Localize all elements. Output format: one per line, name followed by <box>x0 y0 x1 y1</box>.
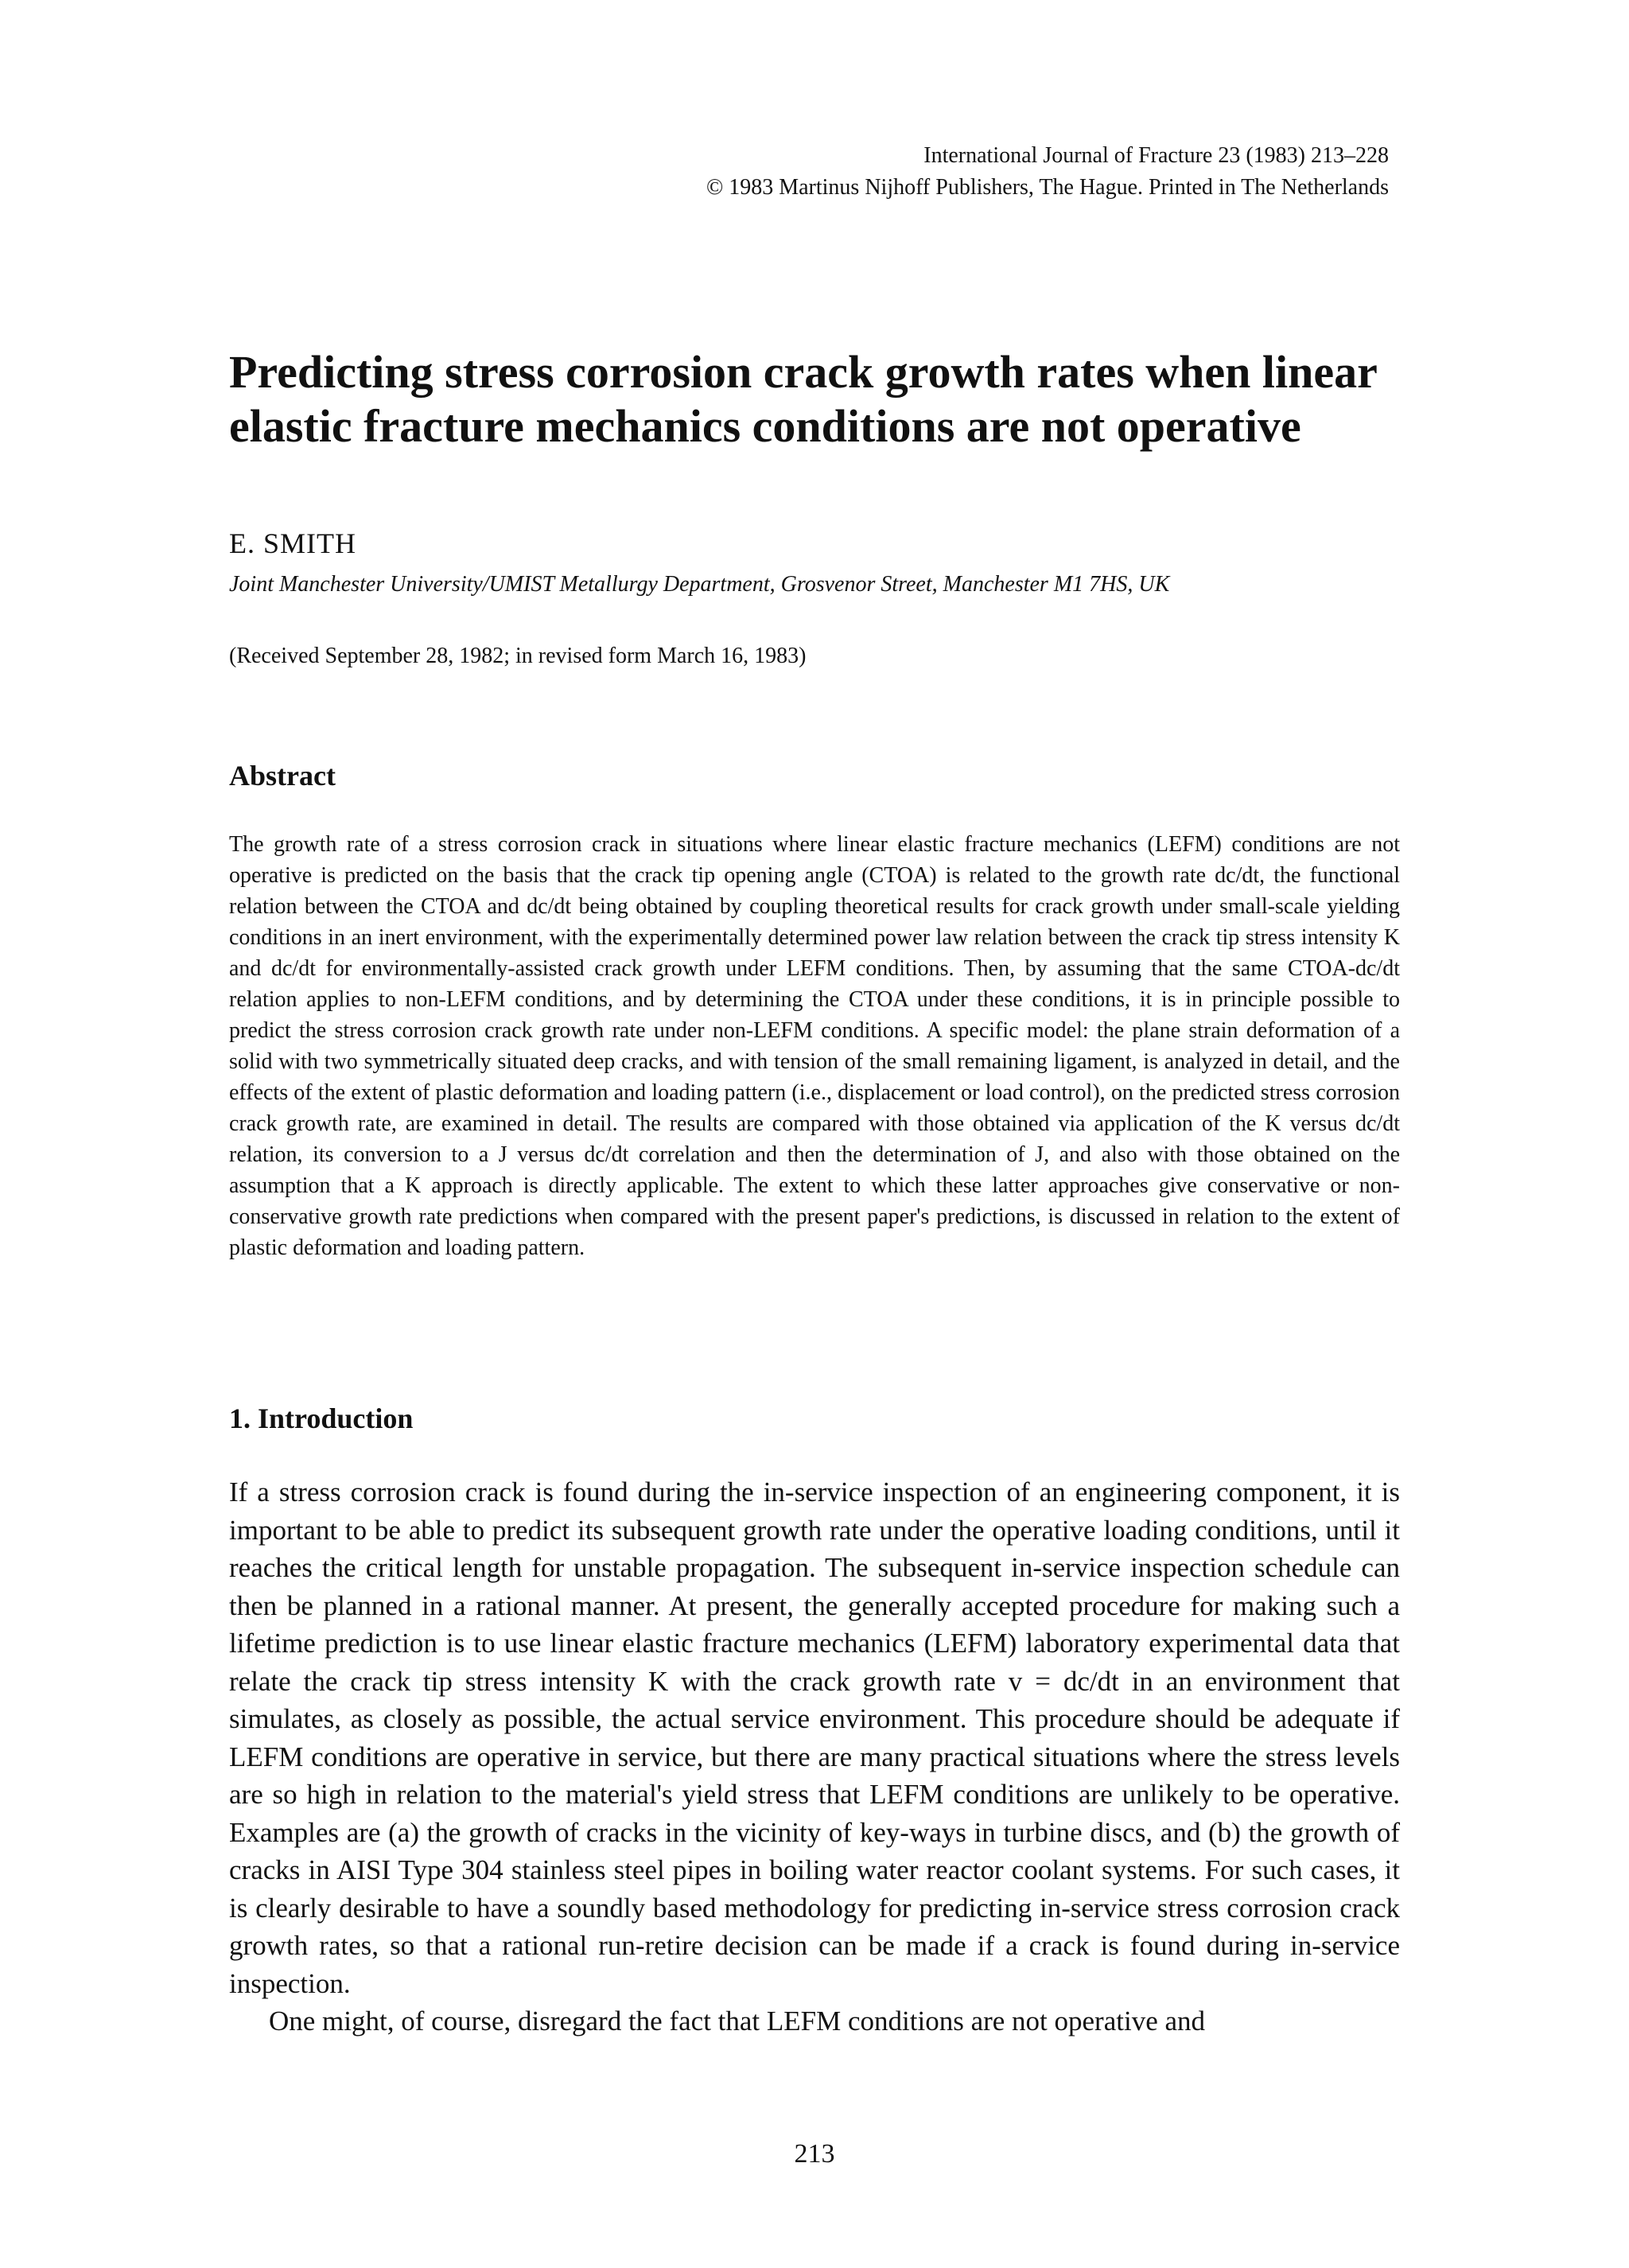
abstract-heading: Abstract <box>229 760 336 792</box>
abstract-body: The growth rate of a stress corrosion crack in situations where linear elastic fracture mechanics (LEFM) conditions are not operative is predicted on the basis that the crack tip opening angle (CTOA) is related to the growth rate dc/dt, the functional relation between the CTOA and dc/dt being obtained by coupling theoretical results for crack growth under small-scale yielding conditions in an inert environment, with the experimentally determined power law relation between the crack tip stress intensity K and dc/dt for environmentally-assisted crack growth under LEFM conditions. Then, by assuming that the same CTOA-dc/dt relation applies to non-LEFM conditions, and by determining the CTOA under these conditions, it is in principle possible to predict the stress corrosion crack growth rate under non-LEFM conditions. A specific model: the plane strain deformation of a solid with two symmetrically situated deep cracks, and with tension of the small remaining ligament, is analyzed in detail, and the effects of the extent of plastic deformation and loading pattern (i.e., displacement or load control), on the predicted stress corrosion crack growth rate, are examined in detail. The results are compared with those obtained via application of the K versus dc/dt relation, its conversion to a J versus dc/dt correlation and then the determination of J, and also with those obtained on the assumption that a K approach is directly applicable. The extent to which these latter approaches give conservative or non-conservative growth rate predictions when compared with the present paper's predictions, is discussed in relation to the extent of plastic deformation and loading pattern. <box>229 832 1400 1260</box>
introduction-paragraph-1: If a stress corrosion crack is found during the in-service inspection of an engineering component, it is important to be able to predict its subsequent growth rate under the operative loading conditions, until it reaches the critical length for unstable propagation. The subsequent in-service inspection schedule can then be planned in a rational manner. At present, the generally accepted procedure for making such a lifetime prediction is to use linear elastic fracture mechanics (LEFM) laboratory experimental data that relate the crack tip stress intensity K with the crack growth rate v = dc/dt in an environment that simulates, as closely as possible, the actual service environment. This procedure should be adequate if LEFM conditions are operative in service, but there are many practical situations where the stress levels are so high in relation to the material's yield stress that LEFM conditions are unlikely to be operative. Examples are (a) the growth of cracks in the vicinity of key-ways in turbine discs, and (b) the growth of cracks in AISI Type 304 stainless steel pipes in boiling water reactor coolant systems. For such cases, it is clearly desirable to have a soundly based methodology for predicting in-service stress corrosion crack growth rates, so that a rational run-retire decision can be made if a crack is found during in-service inspection. <box>229 1476 1400 1999</box>
journal-citation: International Journal of Fracture 23 (1983) 213–228 <box>923 143 1389 168</box>
introduction-paragraph-2: One might, of course, disregard the fact that LEFM conditions are not operative and <box>269 2005 1206 2037</box>
introduction-body <box>229 1473 1400 2040</box>
publisher-line: © 1983 Martinus Nijhoff Publishers, The Hague. Printed in The Netherlands <box>706 175 1389 200</box>
journal-header <box>673 140 1389 204</box>
article-title: Predicting stress corrosion crack growth rates when linear elastic fracture mechanics conditions are not operative <box>229 346 1377 452</box>
author-affiliation: Joint Manchester University/UMIST Metallurgy Department, Grosvenor Street, Manchester M1 7HS, UK <box>229 572 1170 597</box>
received-date: (Received September 28, 1982; in revised form March 16, 1983) <box>229 644 807 668</box>
author-name: E. SMITH <box>229 527 356 559</box>
introduction-heading: 1. Introduction <box>229 1402 414 1434</box>
page-number: 213 <box>794 2139 835 2169</box>
